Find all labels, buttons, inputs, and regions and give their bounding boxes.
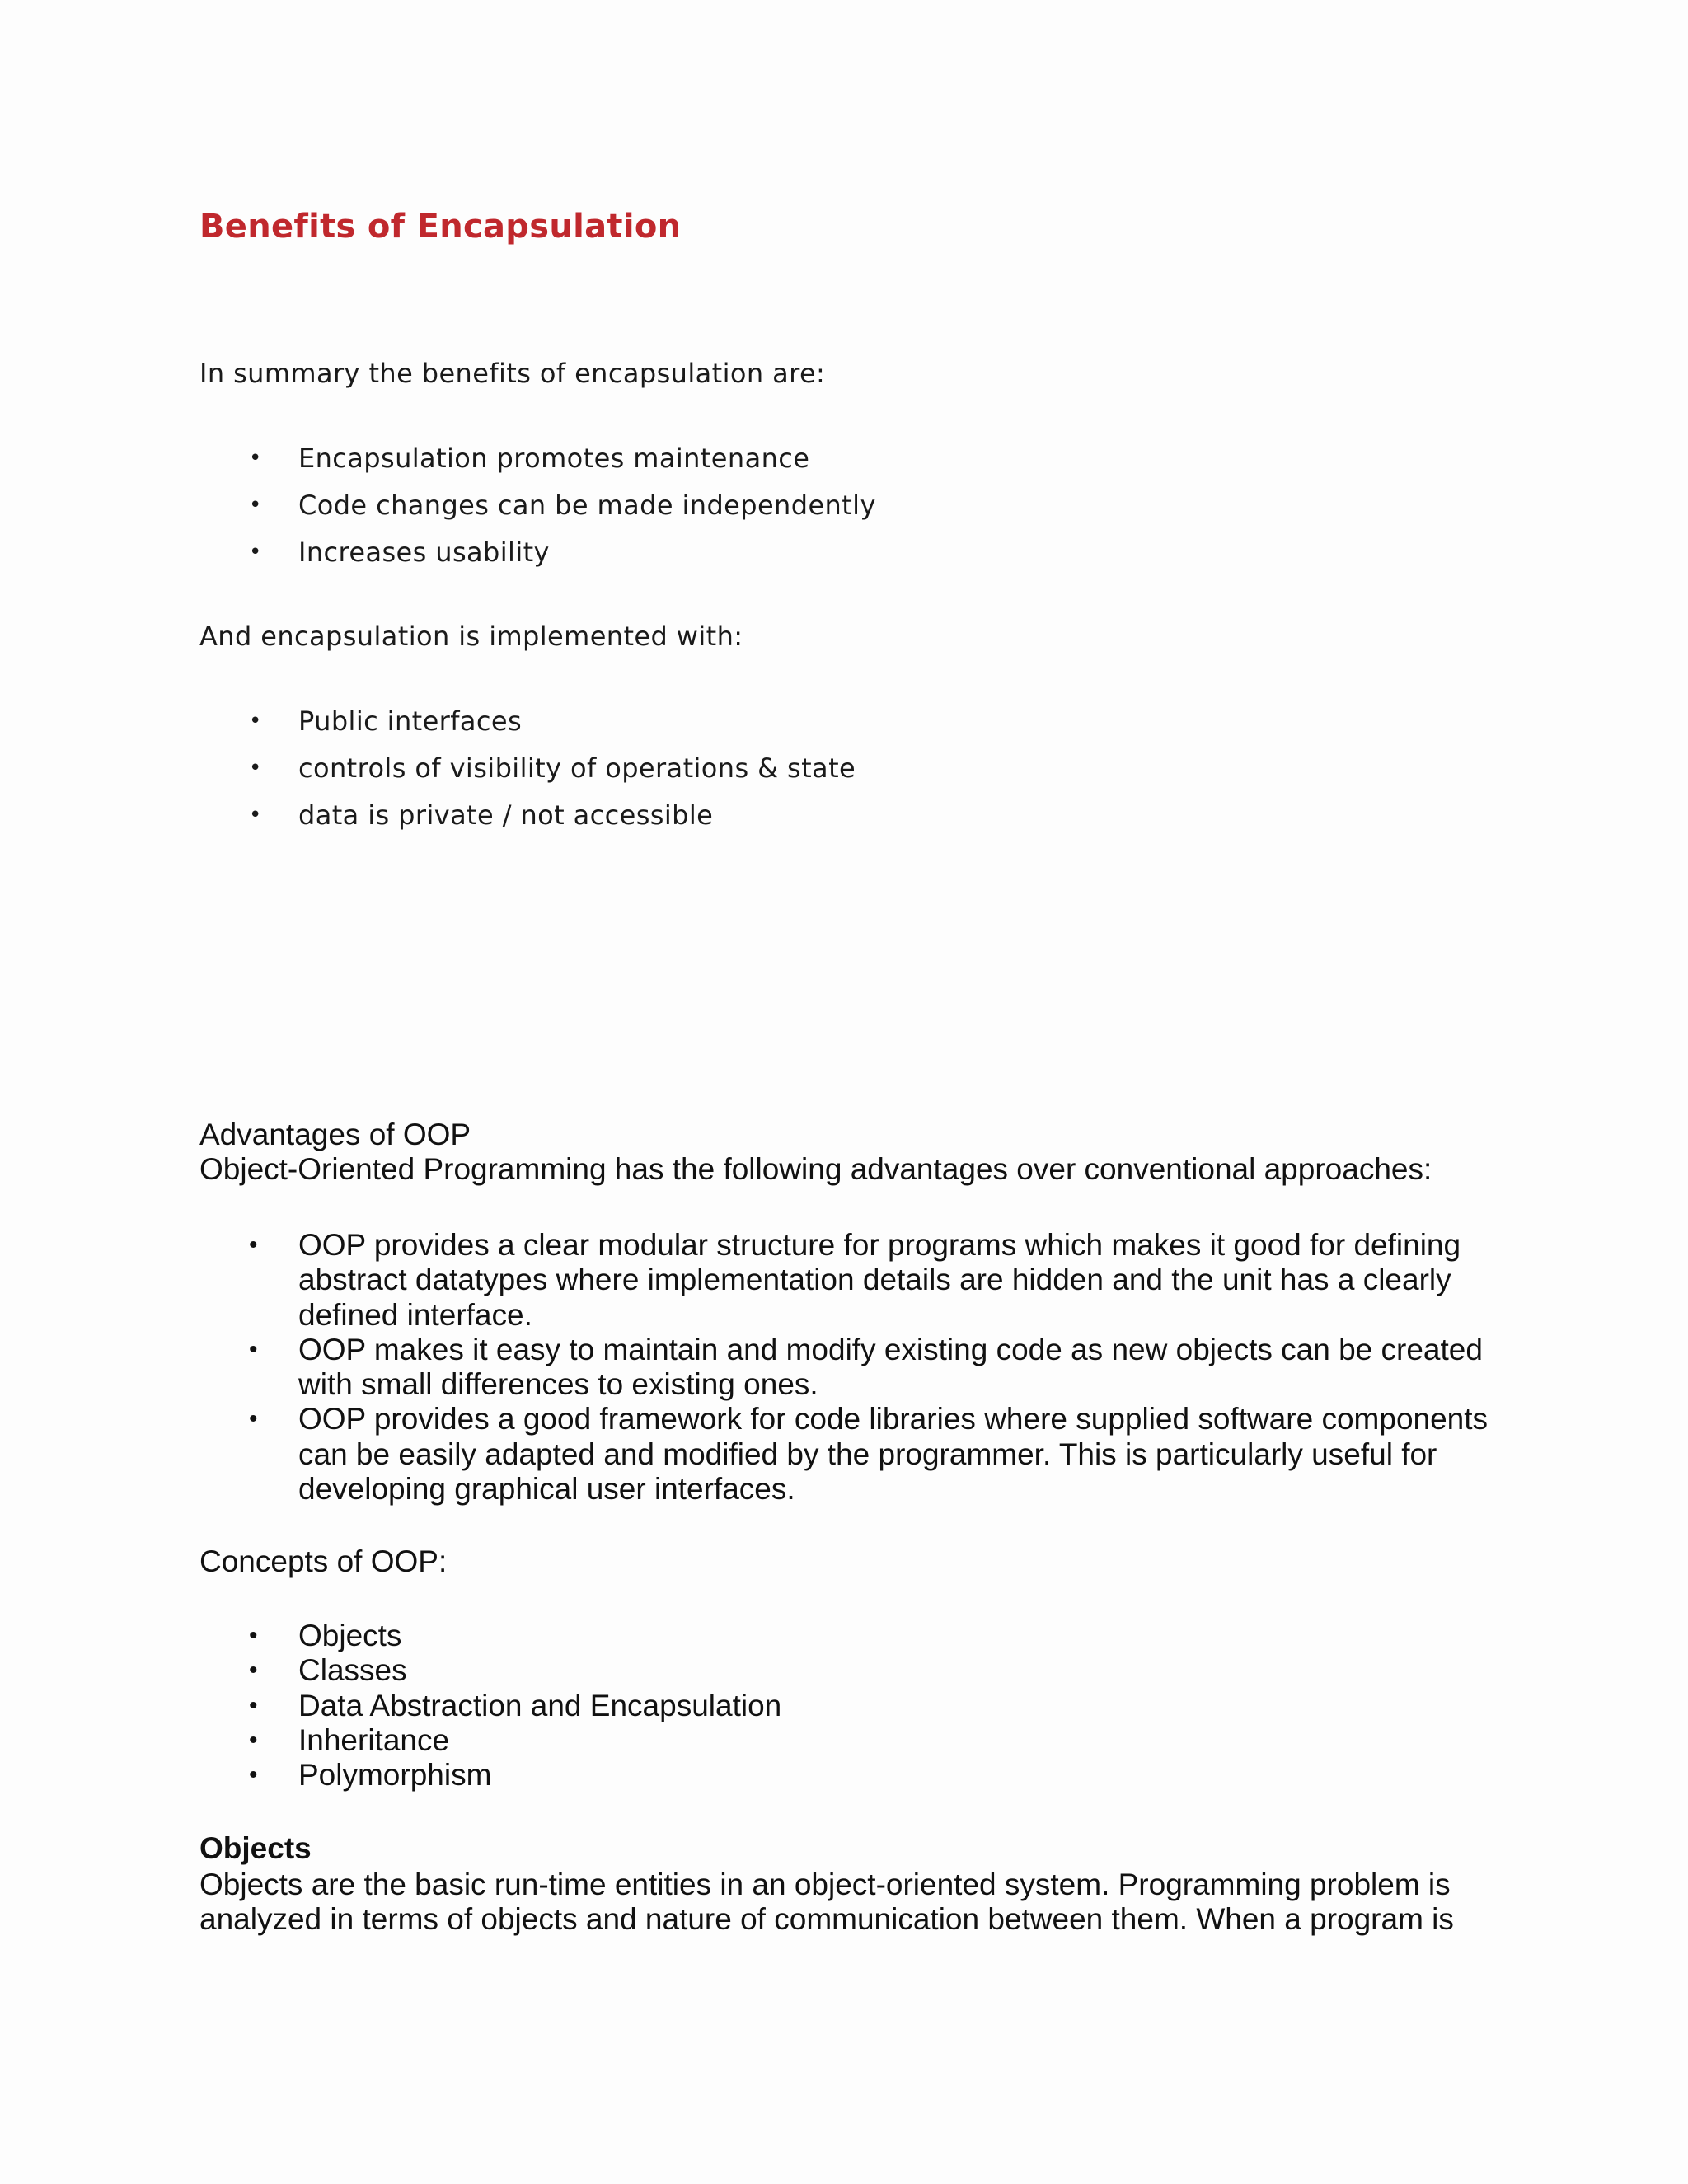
objects-heading: Objects [199, 1831, 312, 1865]
bullet-icon: • [249, 1691, 258, 1719]
bullet-icon: • [249, 1405, 258, 1433]
list-item: • Inheritance [249, 1722, 450, 1757]
bullet-icon: • [249, 709, 262, 733]
list-item: • Code changes can be made independently [298, 482, 876, 529]
bullet-icon: • [249, 1231, 258, 1258]
bullet-icon: • [249, 540, 262, 565]
list-item: • Classes [249, 1653, 407, 1688]
benefits-list [249, 435, 876, 576]
list-item: • controls of visibility of operations & state [298, 745, 856, 792]
bullet-icon: • [249, 446, 262, 471]
list-item: • Polymorphism [249, 1758, 492, 1793]
implementations-list [249, 698, 856, 839]
bullet-icon: • [249, 1761, 258, 1789]
encapsulation-heading: Benefits of Encapsulation [199, 208, 682, 246]
list-item: • Public interfaces [298, 698, 856, 745]
concepts-title: Concepts of OOP: [199, 1544, 448, 1578]
list-item: • Objects [249, 1619, 402, 1652]
list-item: • OOP provides a good framework for code libraries where supplied software components can be easily adapted and modified by the programmer. This is particularly useful for developing graphical user interfaces. [249, 1402, 1489, 1507]
bullet-icon: • [249, 803, 262, 827]
list-item: • OOP provides a clear modular structure for programs which makes it good for defining abstract datatypes where implementation details are hidden and the unit has a clearly defined interface. [249, 1228, 1461, 1332]
list-item: • OOP makes it easy to maintain and modify existing code as new objects can be created with small differences to existing ones. [249, 1332, 1483, 1402]
list-item: • Data Abstraction and Encapsulation [249, 1688, 782, 1722]
advantages-title: Advantages of OOP [199, 1118, 471, 1151]
objects-body: Objects are the basic run-time entities in an object-oriented system. Programming problem is analyzed in terms of objects and nature of communication between them. When a program is [199, 1868, 1454, 1936]
bullet-icon: • [249, 1726, 258, 1754]
bullet-icon: • [249, 493, 262, 518]
implemented-intro: And encapsulation is implemented with: [199, 621, 743, 652]
bullet-icon: • [249, 1335, 258, 1363]
summary-intro: In summary the benefits of encapsulation are: [199, 358, 826, 389]
list-item: • Encapsulation promotes maintenance [298, 435, 876, 482]
advantages-list [249, 1228, 1502, 1507]
bullet-icon: • [249, 756, 262, 780]
advantages-intro: Object-Oriented Programming has the following advantages over conventional approaches: [199, 1152, 1432, 1186]
bullet-icon: • [249, 1622, 258, 1649]
list-item: • Increases usability [298, 529, 876, 576]
concepts-list [249, 1619, 782, 1793]
list-item: • data is private / not accessible [298, 792, 856, 839]
bullet-icon: • [249, 1657, 258, 1685]
